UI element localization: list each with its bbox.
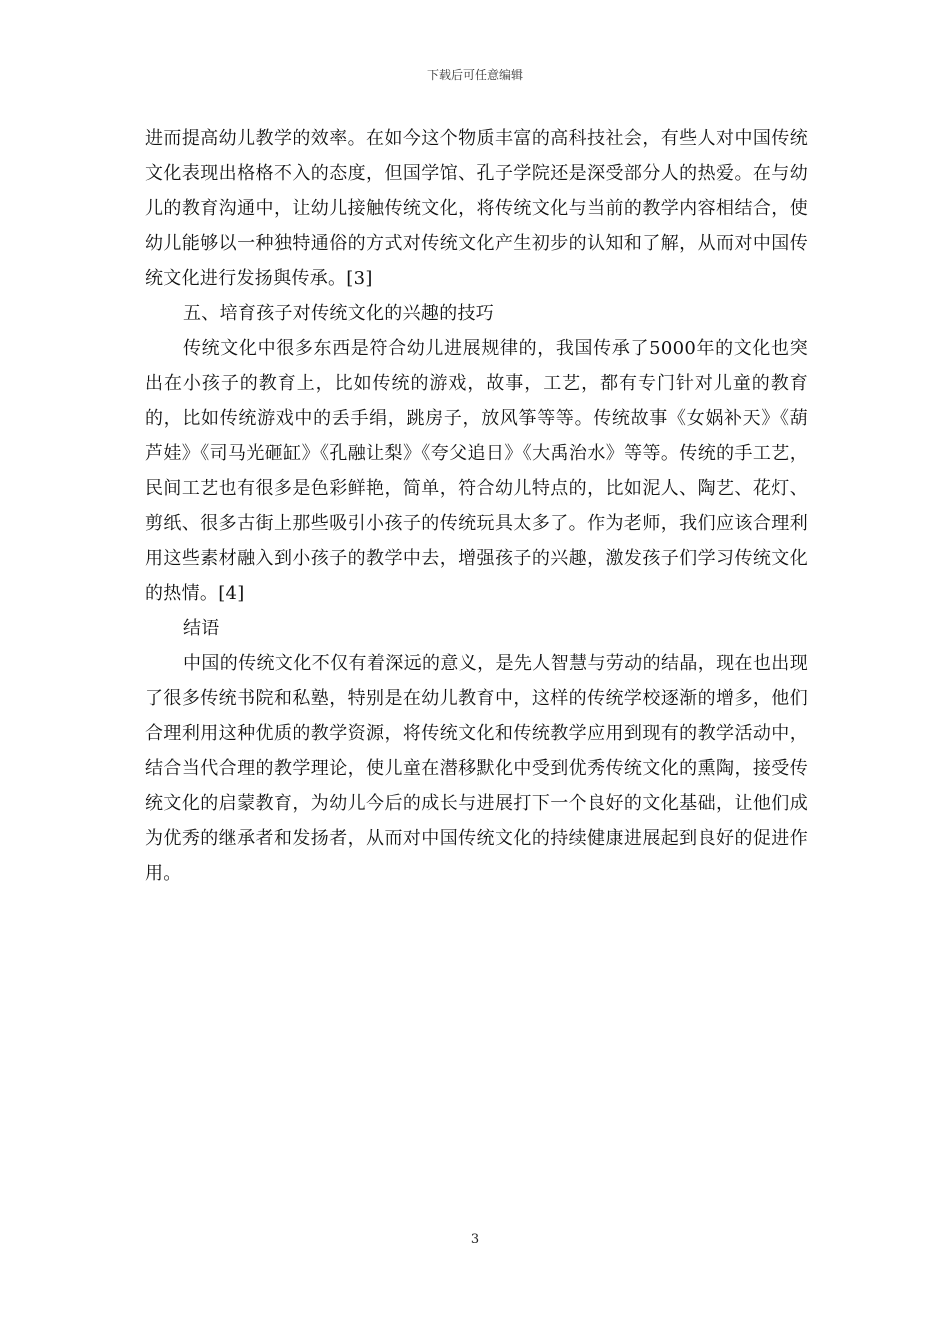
- paragraph-conclusion-body: 中国的传统文化不仅有着深远的意义，是先人智慧与劳动的结晶，现在也出现了很多传统书院和私塾，特别是在幼儿教育中，这样的传统学校逐渐的增多，他们合理利用这种优质的教学资源，将传统文化和传统教学应用到现有的教学活动中，结合当代合理的教学理论，使儿童在潜移默化中受到优秀传统文化的熏陶，接受传统文化的启蒙教育，为幼儿今后的成长与进展打下一个良好的文化基础，让他们成为优秀的继承者和发扬者，从而对中国传统文化的持续健康进展起到良好的促进作用。: [145, 653, 808, 884]
- section-heading-conclusion: 结语: [183, 618, 220, 639]
- page-number: 3: [470, 1232, 480, 1247]
- section-heading-five: 五、培育孩子对传统文化的兴趣的技巧: [183, 303, 495, 324]
- paragraph-section-five-body: 传统文化中很多东西是符合幼儿进展规律的，我国传承了5000年的文化也突出在小孩子的教育上，比如传统的游戏，故事，工艺，都有专门针对儿童的教育的，比如传统游戏中的丢手绢，跳房子，放风筝等等。传统故事《女娲补天》《葫芦娃》《司马光砸缸》《孔融让梨》《夸父追日》《大禹治水》等等。传统的手工艺，民间工艺也有很多是色彩鲜艳，简单，符合幼儿特点的，比如泥人、陶艺、花灯、剪纸、很多古街上那些吸引小孩子的传统玩具太多了。作为老师，我们应该合理利用这些素材融入到小孩子的教学中去，增强孩子的兴趣，激发孩子们学习传统文化的热情。[4]: [145, 338, 808, 604]
- paragraph-intro-continuation: 进而提高幼儿教学的效率。在如今这个物质丰富的高科技社会，有些人对中国传统文化表现出格格不入的态度，但国学馆、孔子学院还是深受部分人的热爱。在与幼儿的教育沟通中，让幼儿接触传统文化，将传统文化与当前的教学内容相结合，使幼儿能够以一种独特通俗的方式对传统文化产生初步的认知和了解，从而对中国传统文化进行发扬與传承。[3]: [145, 128, 808, 289]
- document-body: [145, 121, 808, 891]
- page-header: 下载后可任意编辑: [426, 68, 523, 82]
